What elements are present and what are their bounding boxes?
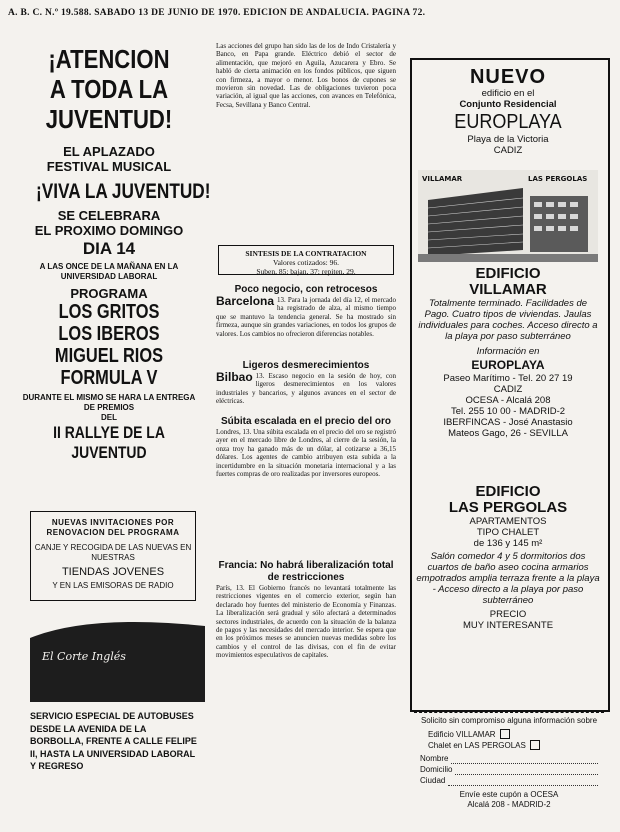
- francia-text: París, 13. El Gobierno francés no levantará totalmente las restricciones vigentes en el comercio exterior, según han declarado hoy fuentes del ministerio de Economía y Finanzas. La liberalización será gradual y sólo afectará a determinados sectores industriales, de acuerdo con la situación de la balanza de pagos y las necesidades del mercado interior. Se espera que en los próximos meses se anuncien nuevas medidas sobre los cambios y el control de las divisas, con el fin de evitar movimientos especulativos de capitales.: [216, 584, 396, 660]
- info-cadiz: CADIZ: [493, 384, 523, 395]
- hora-lugar: A LAS ONCE DE LA MAÑANA EN LA UNIVERSIDAD LABORAL: [39, 262, 179, 281]
- coupon-option-pergolas[interactable]: Chalet en LAS PERGOLAS: [428, 740, 604, 751]
- dia-14: DIA 14: [82, 239, 136, 258]
- grupo-los-iberos: LOS IBEROS: [58, 323, 160, 345]
- news-francia: [216, 560, 396, 824]
- grupo-los-gritos: LOS GRITOS: [58, 301, 160, 323]
- checkbox-villamar[interactable]: [500, 729, 510, 739]
- metros: de 136 y 145 m²: [473, 538, 543, 549]
- corte-ingles-banner: [30, 620, 205, 702]
- field-domicilio[interactable]: Domicilio: [420, 764, 598, 775]
- city-barcelona: Barcelona: [216, 294, 275, 308]
- programa: PROGRAMA: [70, 286, 148, 301]
- sintesis-title: SINTESIS DE LA CONTRATACION: [245, 249, 367, 258]
- sintesis-line-2: Suben, 85; bajan, 37; repiten, 29.: [256, 267, 356, 276]
- field-ciudad[interactable]: Ciudad: [420, 775, 598, 786]
- label-pergolas: LAS PERGOLAS: [528, 175, 588, 183]
- sintesis-box: [218, 245, 394, 275]
- checkbox-pergolas[interactable]: [530, 740, 540, 750]
- iberfincas: IBERFINCAS - José Anastasio: [443, 417, 573, 428]
- headline-barcelona: Poco negocio, con retrocesos: [234, 284, 378, 295]
- label-villamar: VILLAMAR: [422, 175, 463, 183]
- pergolas-text: Salón comedor 4 y 5 dormitorios dos cuartos de baño aseo cocina armarios empotrados amplia terraza frente a la playa - Acceso directo a la playa por paso subterráneo: [416, 551, 600, 606]
- city-bilbao: Bilbao: [216, 370, 253, 384]
- muy-interesante: MUY INTERESANTE: [462, 620, 554, 631]
- edificio-en-el: edificio en el: [481, 88, 535, 99]
- grupo-miguel-rios: MIGUEL RIOS: [54, 345, 164, 367]
- news-p1-text: Las acciones del grupo han sido las de los de Indo Cristalería y Banco, en Papa grande. Eléctrico debió el sector de alimentación, que mejoró en Aguila, Azucarera y Ebro. Se habló de cierta animación en los fondos públicos, que siguen con firmeza, a mayor o menor. Los bonos de cupones se movieron sin novedad. Las de obligaciones tuvieron poca variación, al igual que las acciones, con avances en Telefónica, Fecsa, Sevillana y Banco Central.: [216, 42, 396, 109]
- entrega-premios: DURANTE EL MISMO SE HARA LA ENTREGA DE PREMIOS: [22, 393, 196, 412]
- europlaya-title: EUROPLAYA: [454, 111, 562, 133]
- edificio-villamar-1: EDIFICIO: [475, 265, 541, 282]
- oro-text: Londres, 13. Una súbita escalada en el precio del oro se registró ayer en el mercado libre de Londres, al cierre de la sesión, la onza troy ha ganado más de un dólar, al cotizarse a 36,15 dólares. Los agentes de cambio atribuyen esta subida a la incertidumbre en la situación monetaria internacional y a las fuertes compras de oro realizadas por inversores europeos.: [216, 428, 396, 479]
- cadiz: CADIZ: [493, 145, 523, 156]
- news-paragraph-1: [216, 42, 396, 218]
- news-barcelona: [216, 284, 396, 354]
- news-bilbao: [216, 360, 396, 412]
- apartamentos: APARTAMENTOS: [469, 516, 547, 527]
- precio: PRECIO: [489, 609, 527, 620]
- alcala-madrid: Alcalá 208 - MADRID-2: [467, 799, 551, 809]
- pergolas-section: [410, 484, 606, 631]
- villamar-text: Totalmente terminado. Facilidades de Pago. Cuatro tipos de viviendas. Jaulas individuales para coches. Acceso directo a la playa por paso subterráneo: [418, 298, 598, 342]
- rallye-1: II RALLYE DE LA: [53, 423, 165, 442]
- informacion-en: Información en: [476, 346, 540, 357]
- villamar-section: [410, 266, 606, 439]
- proximo-domingo: EL PROXIMO DOMINGO: [34, 223, 184, 238]
- edificio-pergolas-2: LAS PERGOLAS: [448, 499, 568, 516]
- nuevo: NUEVO: [469, 66, 547, 88]
- bilbao-text: 13. Escaso negocio en la sesión de hoy, con ligeros desmerecimientos en los valores industriales y bancarios, y algunos avances en el sector de eléctricas.: [216, 372, 396, 406]
- coupon-option-villamar[interactable]: Edificio VILLAMAR: [428, 729, 604, 740]
- playa-victoria: Playa de la Victoria: [467, 134, 549, 145]
- se-celebrara: SE CELEBRARA: [57, 208, 161, 223]
- coupon-title: Solicito sin compromiso alguna información sobre: [420, 716, 598, 725]
- festival-headline-2: A TODA LA: [49, 74, 169, 104]
- festival-ad: [20, 44, 211, 463]
- coupon: [414, 712, 604, 810]
- edificio-villamar-2: VILLAMAR: [469, 281, 547, 298]
- page-header: A. B. C. N.º 19.588. SABADO 13 DE JUNIO DE 1970. EDICION DE ANDALUCIA. PAGINA 72.: [8, 8, 426, 18]
- mateos-gago: Mateos Gago, 26 - SEVILLA: [448, 428, 568, 439]
- buildings-illustration: [418, 170, 598, 262]
- festival-headline-1: ¡ATENCION: [48, 44, 170, 74]
- festival-musical: FESTIVAL MUSICAL: [46, 159, 172, 174]
- el-aplazado: EL APLAZADO: [63, 144, 155, 159]
- conjunto-residencial: Conjunto Residencial: [459, 99, 557, 110]
- headline-bilbao: Ligeros desmerecimientos: [242, 360, 370, 371]
- paseo-maritimo: Paseo Marítimo - Tel. 20 27 19: [443, 373, 573, 384]
- invitaciones-title: NUEVAS INVITACIONES POR RENOVACION DEL PROGRAMA: [46, 518, 180, 537]
- invitaciones-tail: Y EN LAS EMISORAS DE RADIO: [52, 581, 174, 590]
- headline-oro: Súbita escalada en el precio del oro: [220, 416, 392, 427]
- ocesa-address: OCESA - Alcalá 208: [465, 395, 551, 406]
- headline-francia: Francia: No habrá liberalización total de restricciones: [218, 560, 394, 583]
- del: DEL: [101, 413, 117, 422]
- tiendas-jovenes: TIENDAS JOVENES: [61, 566, 165, 578]
- grupo-formula-v: FORMULA V: [60, 367, 158, 389]
- tipo-chalet: TIPO CHALET: [476, 527, 540, 538]
- info-europlaya: EUROPLAYA: [471, 358, 545, 372]
- invitaciones-box: [30, 511, 196, 601]
- news-oro: [216, 416, 396, 558]
- ocesa-tel: Tel. 255 10 00 - MADRID-2: [450, 406, 566, 417]
- edificio-pergolas-1: EDIFICIO: [475, 483, 541, 500]
- servicio-autobuses: SERVICIO ESPECIAL DE AUTOBUSES DESDE LA AVENIDA DE LA BORBOLLA, FRENTE A CALLE FELIPE II, HASTA LA UNIVERSIDAD LABORAL Y REGRESO: [30, 711, 197, 771]
- europlaya-top: [410, 66, 606, 156]
- barcelona-text: 13. Para la jornada del día 12, el mercado ha registrado de alza, al mismo tiempo que se mantuvo la tendencia general. Se ha mostrado sin firmeza, aunque sin grandes variaciones, en todos los grupos de valores. Los cambios no ofrecieron diferencias notables.: [216, 296, 396, 338]
- rallye-2: JUVENTUD: [71, 443, 147, 462]
- envie-cupon: Envíe este cupón a OCESA: [459, 789, 559, 799]
- corte-ingles-logo: El Corte Inglés: [42, 650, 126, 663]
- invitaciones-text: CANJE Y RECOGIDA DE LAS NUEVAS EN NUESTRAS: [34, 543, 192, 562]
- viva-la-juventud: ¡VIVA LA JUVENTUD!: [36, 180, 211, 203]
- sintesis-line-1: Valores cotizados: 96.: [272, 258, 340, 267]
- field-nombre[interactable]: Nombre: [420, 753, 598, 764]
- festival-headline-3: JUVENTUD!: [45, 104, 173, 134]
